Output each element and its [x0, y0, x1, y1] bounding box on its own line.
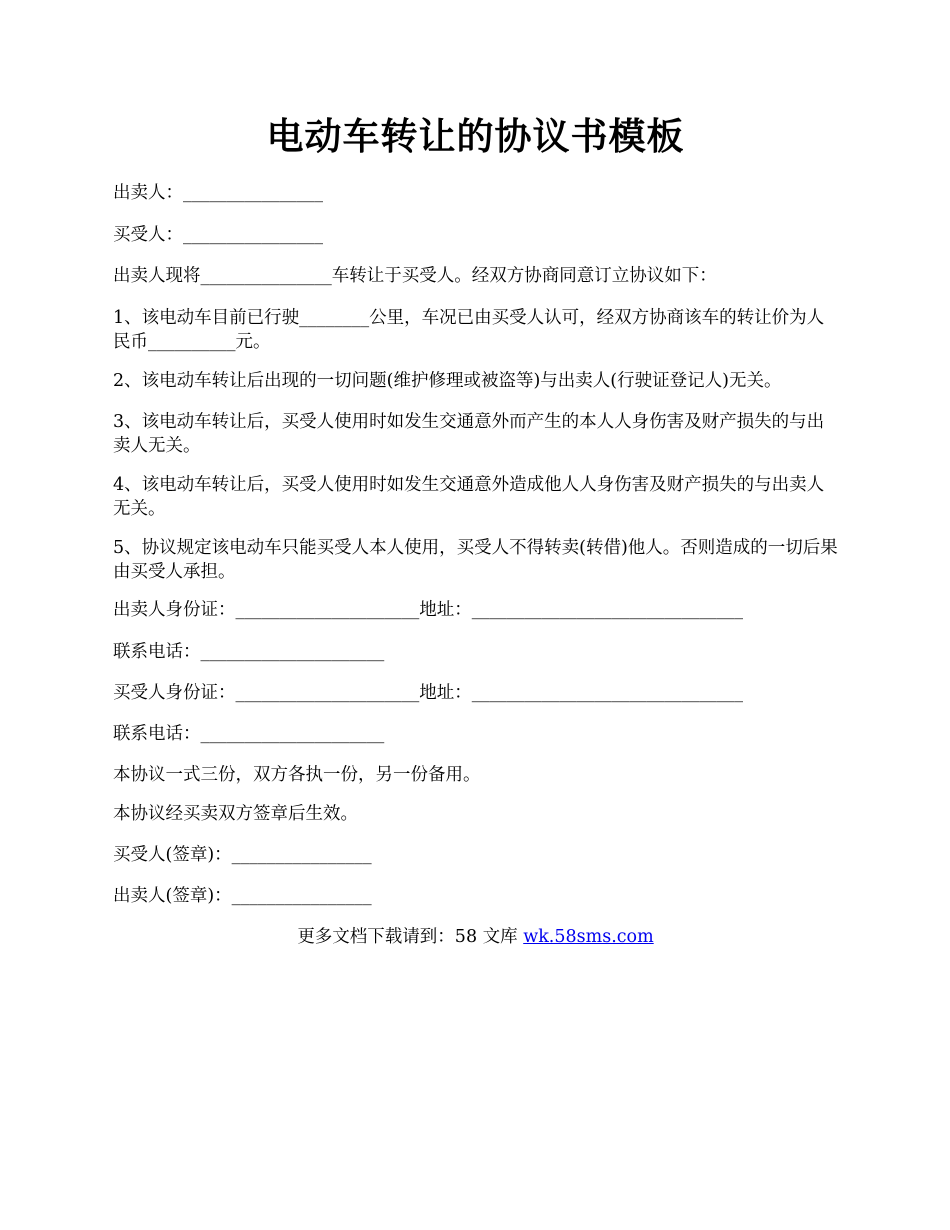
seller-id-line: 出卖人身份证：_____________________地址：_______________________________: [113, 600, 743, 620]
seller-sign-line: 出卖人(签章)：________________: [113, 886, 372, 906]
clause-5: 5、协议规定该电动车只能买受人本人使用，买受人不得转卖(转借)他人。否则造成的一切后果由买受人承担。: [113, 538, 838, 582]
copies-paragraph: 本协议一式三份，双方各执一份，另一份备用。: [113, 765, 481, 785]
intro-paragraph: 出卖人现将_______________车转让于买受人。经双方协商同意订立协议如下：: [113, 266, 717, 286]
buyer-sign-line: 买受人(签章)：________________: [113, 845, 372, 865]
buyer-line: 买受人：________________: [113, 225, 323, 245]
footer-text: 更多文档下载请到：58 文库: [297, 927, 524, 947]
buyer-phone-line: 联系电话：_____________________: [113, 724, 385, 744]
footer-link[interactable]: wk.58sms.com: [523, 927, 654, 947]
seller-phone-line: 联系电话：_____________________: [113, 642, 385, 662]
footer: [113, 925, 838, 949]
document-title: 电动车转让的协议书模板: [266, 114, 685, 158]
clause-3: 3、该电动车转让后，买受人使用时如发生交通意外而产生的本人人身伤害及财产损失的与出卖人无关。: [113, 412, 825, 456]
clause-2: 2、该电动车转让后出现的一切问题(维护修理或被盗等)与出卖人(行驶证登记人)无关。: [113, 371, 782, 391]
seller-line: 出卖人：________________: [113, 183, 323, 203]
clause-1: 1、该电动车目前已行驶________公里，车况已由买受人认可，经双方协商该车的转让价为人民币__________元。: [113, 308, 825, 352]
effective-paragraph: 本协议经买卖双方签章后生效。: [113, 804, 358, 824]
clause-4: 4、该电动车转让后，买受人使用时如发生交通意外造成他人人身伤害及财产损失的与出卖人无关。: [113, 475, 825, 519]
buyer-id-line: 买受人身份证：_____________________地址：_______________________________: [113, 683, 743, 703]
